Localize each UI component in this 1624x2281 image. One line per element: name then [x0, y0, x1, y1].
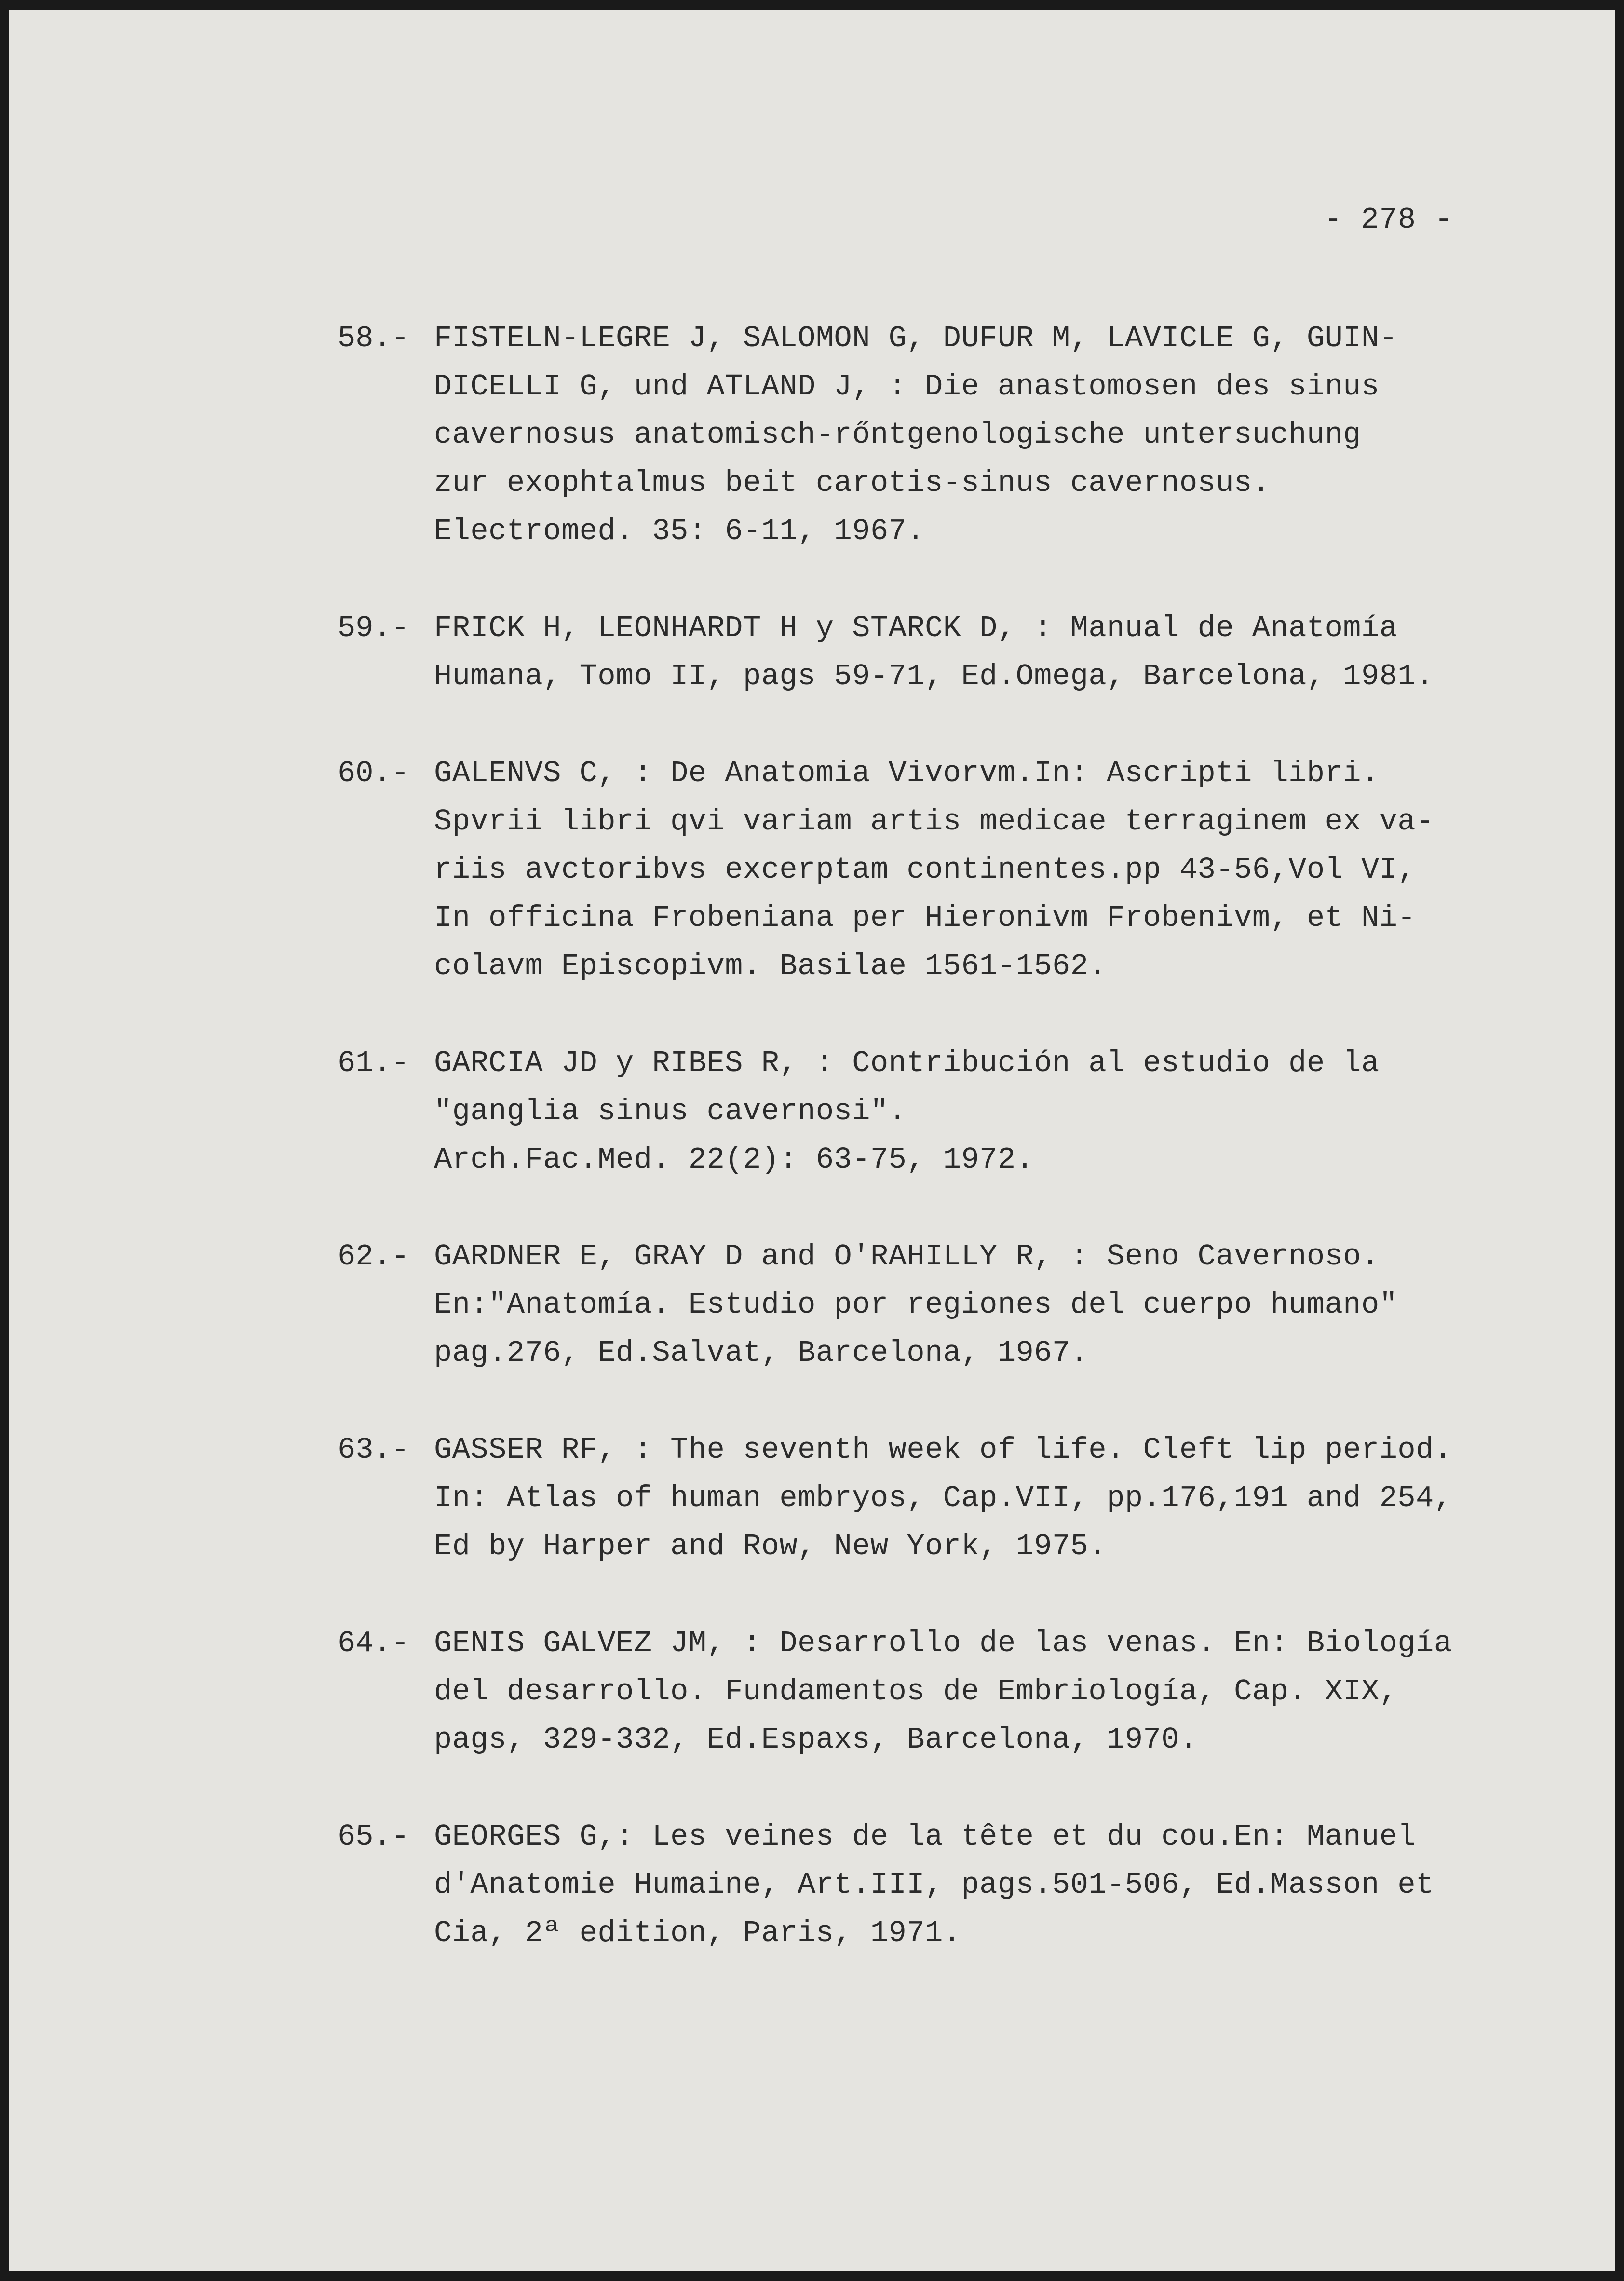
reference-number: 60.- [338, 756, 409, 790]
reference-line: riis avctoribvs excerptam continentes.pp 43-56,Vol VI, [434, 853, 1416, 887]
reference-text [434, 1813, 1572, 1957]
reference-text [434, 1619, 1572, 1764]
reference-text [434, 1233, 1572, 1377]
reference-line: Spvrii libri qvi variam artis medicae terraginem ex va- [434, 804, 1434, 839]
reference-entry [338, 1813, 1572, 1957]
reference-line: GARCIA JD y RIBES R, : Contribución al estudio de la [434, 1046, 1380, 1080]
reference-line: d'Anatomie Humaine, Art.III, pags.501-506, Ed.Masson et [434, 1868, 1434, 1902]
reference-line: Ed by Harper and Row, New York, 1975. [434, 1529, 1107, 1563]
reference-entry [338, 749, 1572, 991]
document-page [9, 10, 1615, 2271]
reference-line: GARDNER E, GRAY D and O'RAHILLY R, : Seno Cavernoso. [434, 1239, 1380, 1274]
reference-line: pags, 329-332, Ed.Espaxs, Barcelona, 1970. [434, 1723, 1198, 1757]
reference-text [434, 314, 1572, 556]
reference-line: "ganglia sinus cavernosi". [434, 1094, 907, 1128]
reference-line: cavernosus anatomisch-rőntgenologische untersuchung [434, 418, 1362, 452]
reference-line: Humana, Tomo II, pags 59-71, Ed.Omega, Barcelona, 1981. [434, 659, 1434, 693]
reference-number: 64.- [338, 1626, 409, 1660]
reference-line: In: Atlas of human embryos, Cap.VII, pp.176,191 and 254, [434, 1481, 1452, 1515]
reference-entry [338, 1039, 1572, 1184]
reference-text [434, 1039, 1572, 1184]
reference-line: FRICK H, LEONHARDT H y STARCK D, : Manual de Anatomía [434, 611, 1398, 645]
reference-line: In officina Frobeniana per Hieronivm Frobenivm, et Ni- [434, 901, 1416, 935]
reference-line: GASSER RF, : The seventh week of life. Cleft lip period. [434, 1433, 1452, 1467]
reference-line: En:"Anatomía. Estudio por regiones del cuerpo humano" [434, 1288, 1398, 1322]
reference-list [338, 314, 1572, 2006]
reference-number: 59.- [338, 611, 409, 645]
reference-entry [338, 1619, 1572, 1764]
reference-text [434, 749, 1572, 991]
reference-line: Cia, 2ª edition, Paris, 1971. [434, 1916, 961, 1950]
reference-line: pag.276, Ed.Salvat, Barcelona, 1967. [434, 1336, 1089, 1370]
reference-number: 61.- [338, 1046, 409, 1080]
reference-text [434, 604, 1572, 701]
reference-line: colavm Episcopivm. Basilae 1561-1562. [434, 949, 1107, 983]
reference-line: GALENVS C, : De Anatomia Vivorvm.In: Ascripti libri. [434, 756, 1380, 790]
reference-entry [338, 604, 1572, 701]
reference-line: GENIS GALVEZ JM, : Desarrollo de las venas. En: Biología [434, 1626, 1452, 1660]
reference-number: 58.- [338, 321, 409, 355]
reference-number: 63.- [338, 1433, 409, 1467]
reference-entry [338, 1233, 1572, 1377]
reference-number: 62.- [338, 1239, 409, 1274]
page-number: - 278 - [1324, 203, 1453, 237]
reference-line: zur exophtalmus beit carotis-sinus cavernosus. [434, 466, 1271, 500]
reference-line: DICELLI G, und ATLAND J, : Die anastomosen des sinus [434, 369, 1380, 404]
reference-number: 65.- [338, 1819, 409, 1854]
reference-text [434, 1426, 1572, 1571]
reference-line: FISTELN-LEGRE J, SALOMON G, DUFUR M, LAVICLE G, GUIN- [434, 321, 1398, 355]
reference-line: Electromed. 35: 6-11, 1967. [434, 514, 925, 548]
reference-line: del desarrollo. Fundamentos de Embriología, Cap. XIX, [434, 1674, 1398, 1709]
reference-entry [338, 1426, 1572, 1571]
reference-line: GEORGES G,: Les veines de la tête et du cou.En: Manuel [434, 1819, 1416, 1854]
reference-entry [338, 314, 1572, 556]
reference-line: Arch.Fac.Med. 22(2): 63-75, 1972. [434, 1142, 1034, 1177]
